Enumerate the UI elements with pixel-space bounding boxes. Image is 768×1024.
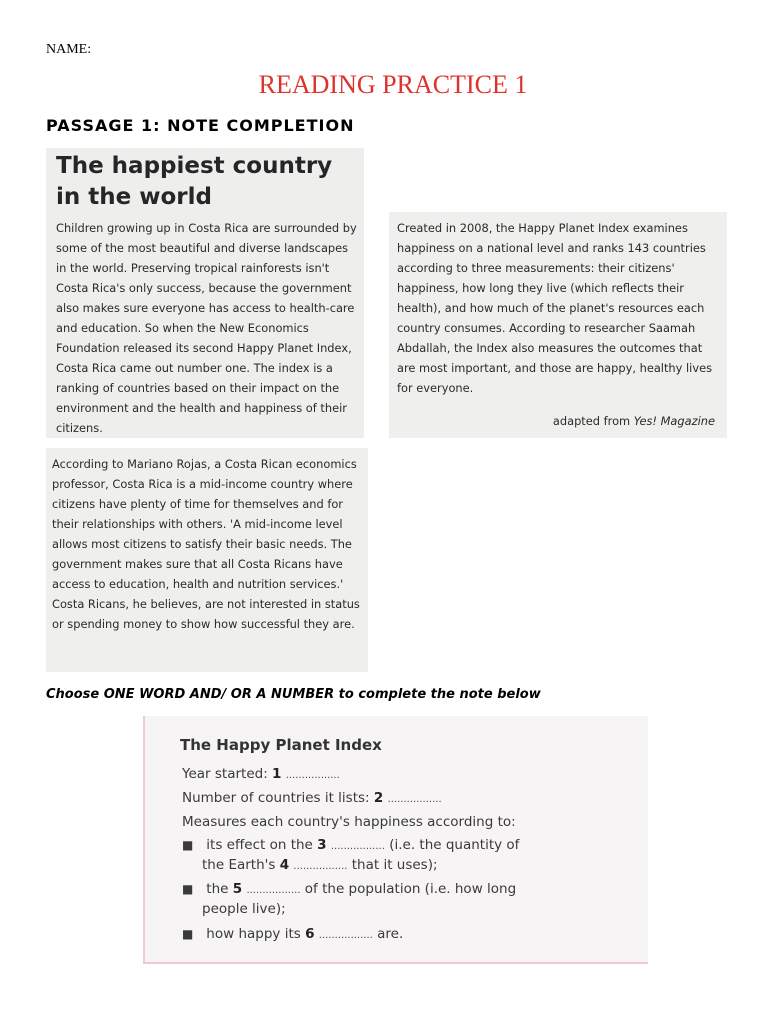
article-scan-2 xyxy=(389,212,727,438)
article-paragraph-1: Children growing up in Costa Rica are surrounded by some of the most beautiful and diverse landscapes in the world. Preserving tropical rainforests isn't Costa Rica's only success, because the government also makes sure everyone has access to health-care and education. So when the New Economics Foundation released its second Happy Planet Index, Costa Rica came out number one. The index is a ranking of countries based on their impact on the environment and the health and happiness of their citizens. xyxy=(56,221,357,435)
bullet-3-text-b: are. xyxy=(377,926,404,942)
note-line-year xyxy=(182,766,340,782)
question-number-6: 6 xyxy=(305,926,315,942)
countries-label: Number of countries it lists: xyxy=(182,790,370,806)
note-bullet-2 xyxy=(182,881,516,897)
source-name: Yes! Magazine xyxy=(633,414,715,428)
bullet-1-text-d: that it uses); xyxy=(351,857,438,873)
section-heading: PASSAGE 1: NOTE COMPLETION xyxy=(46,116,355,135)
year-label: Year started: xyxy=(182,766,268,782)
article-title xyxy=(56,151,332,213)
question-number-2: 2 xyxy=(373,790,384,806)
answer-blank-3[interactable]: ................. xyxy=(330,841,385,852)
article-title-line2: in the world xyxy=(56,184,212,210)
bullet-1-text-b: (i.e. the quantity of xyxy=(389,837,520,853)
note-line-countries xyxy=(182,790,442,806)
bullet-icon: ■ xyxy=(182,927,194,941)
name-label: NAME: xyxy=(46,42,92,57)
article-scan-3 xyxy=(46,448,368,672)
note-line-measures: Measures each country's happiness according to: xyxy=(182,814,516,830)
question-number-1: 1 xyxy=(272,766,282,782)
bullet-2-text-b: of the population (i.e. how long xyxy=(304,881,517,897)
bullet-icon: ■ xyxy=(182,838,194,852)
page-title: READING PRACTICE 1 xyxy=(258,70,528,99)
answer-blank-2[interactable]: ................. xyxy=(387,794,442,805)
source-prefix: adapted from xyxy=(552,414,631,428)
answer-blank-1[interactable]: ................. xyxy=(285,770,340,781)
bullet-1-text-c: the Earth's xyxy=(202,857,276,873)
question-number-3: 3 xyxy=(317,837,327,853)
article-source xyxy=(553,414,715,428)
bullet-1-text-a: its effect on the xyxy=(206,837,313,853)
bullet-2-text-a: the xyxy=(206,881,229,897)
note-bullet-1-cont xyxy=(202,857,438,873)
note-title: The Happy Planet Index xyxy=(180,736,382,754)
article-paragraph-3: According to Mariano Rojas, a Costa Rican economics professor, Costa Rica is a mid-income country where citizens have plenty of time for themselves and for their relationships with others. 'A mid-income level allows most citizens to satisfy their basic needs. The government makes sure that all Costa Ricans have access to education, health and nutrition services.' Costa Ricans, he believes, are not interested in status or spending money to show how successful they are. xyxy=(52,457,360,631)
article-title-line1: The happiest country xyxy=(56,153,333,179)
note-bullet-1 xyxy=(182,837,519,853)
note-bullet-3 xyxy=(182,926,403,942)
article-scan-1 xyxy=(46,148,364,438)
question-number-4: 4 xyxy=(279,857,290,873)
question-number-5: 5 xyxy=(232,881,243,897)
answer-blank-6[interactable]: ................. xyxy=(318,930,373,941)
note-box xyxy=(143,716,648,964)
bullet-icon: ■ xyxy=(182,882,194,896)
answer-blank-5[interactable]: ................. xyxy=(246,885,301,896)
answer-blank-4[interactable]: ................. xyxy=(293,861,348,872)
bullet-3-text-a: how happy its xyxy=(206,926,301,942)
article-paragraph-2: Created in 2008, the Happy Planet Index examines happiness on a national level and ranks 143 countries according to three measurements: their citizens' happiness, how long they live (which reflects their health), and how much of the planet's resources each country consumes. According to researcher Saamah Abdallah, the Index also measures the outcomes that are most important, and those are happy, healthy lives for everyone. xyxy=(397,221,713,395)
note-bullet-2-cont: people live); xyxy=(202,901,286,917)
task-instruction: Choose ONE WORD AND/ OR A NUMBER to complete the note below xyxy=(46,687,541,702)
